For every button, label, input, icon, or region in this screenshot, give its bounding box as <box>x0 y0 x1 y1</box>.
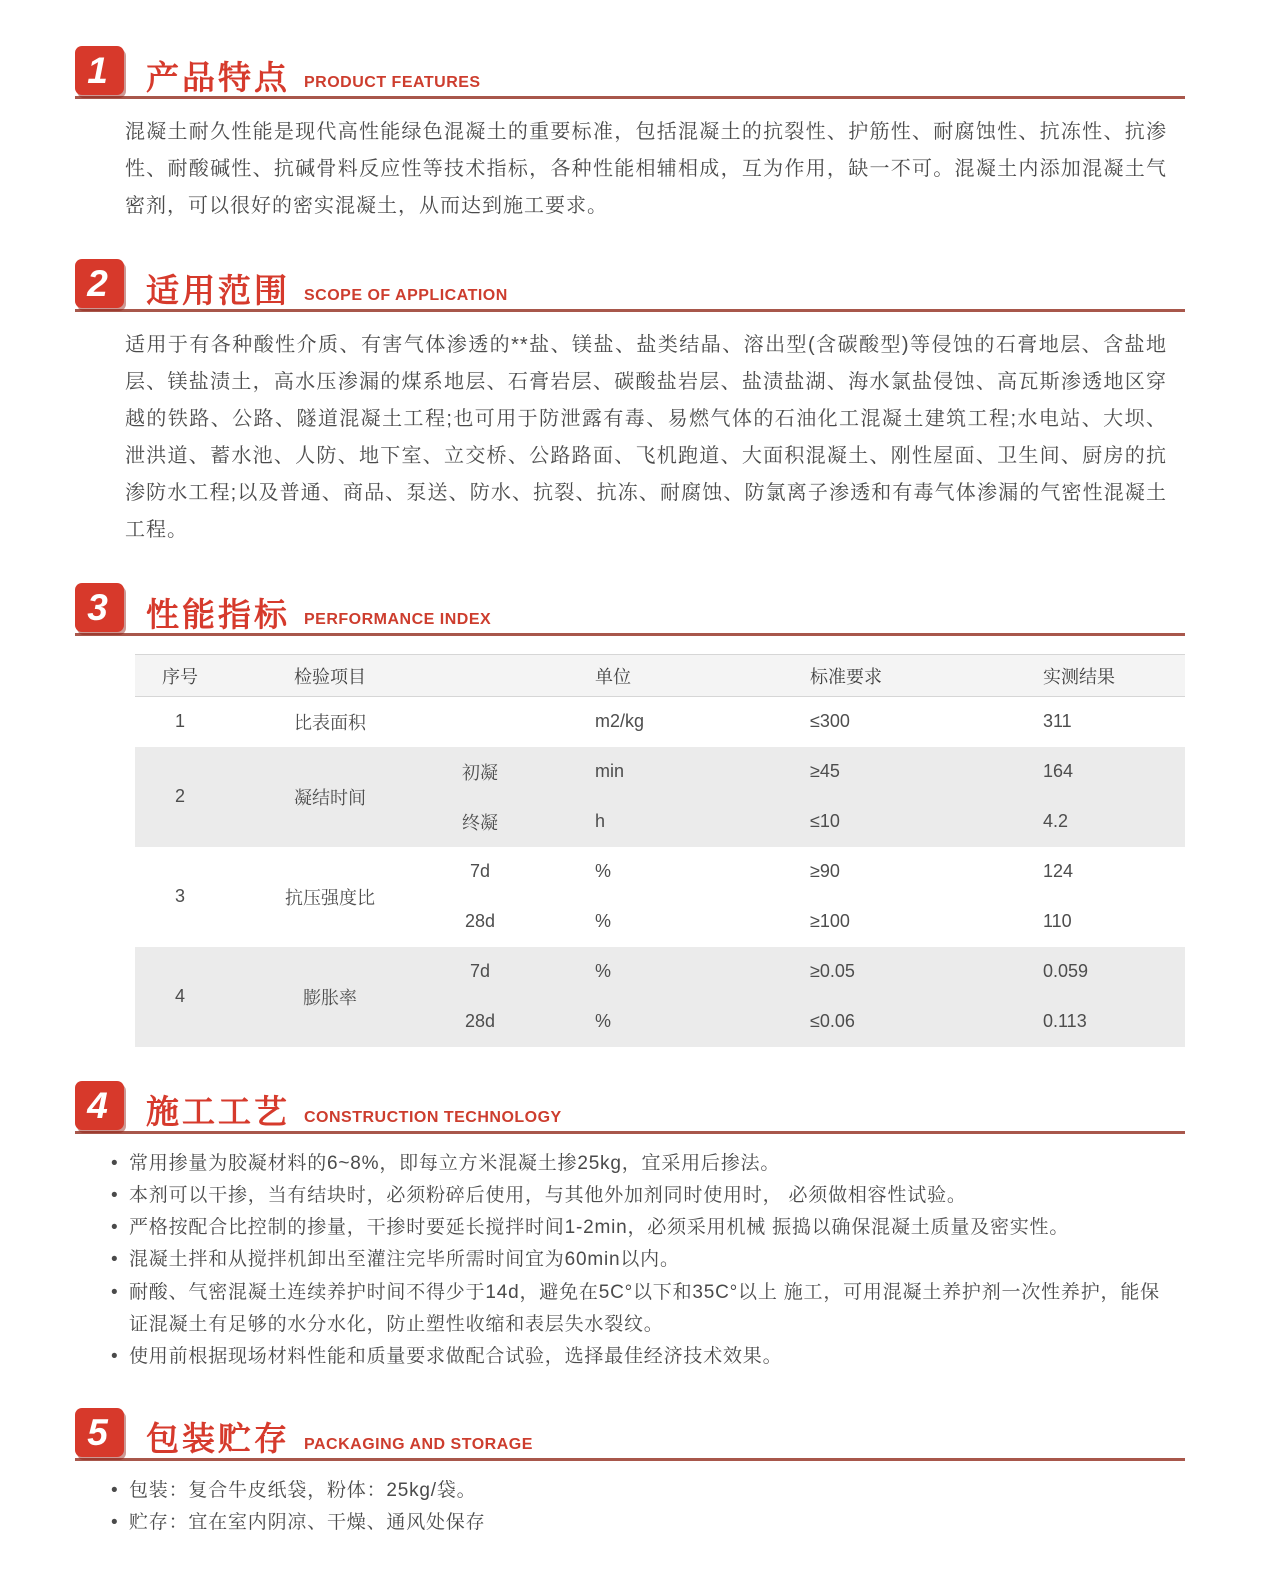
column-header-unit: 单位 <box>525 655 770 697</box>
section-2-titles <box>146 273 508 309</box>
section-1-title-en: PRODUCT FEATURES <box>304 74 481 91</box>
packaging-bullet-list <box>105 1475 1175 1540</box>
cell-subitem: 7d <box>435 947 525 997</box>
cell-unit: % <box>525 997 770 1047</box>
column-header-result: 实测结果 <box>1010 655 1185 697</box>
section-packaging-and-storage <box>75 1408 1185 1540</box>
section-4-number-badge <box>75 1081 124 1130</box>
section-2-paragraph: 适用于有各种酸性介质、有害气体渗透的**盐、镁盐、盐类结晶、溶出型(含碳酸型)等侵蚀的石膏地层、含盐地层、镁盐渍土，高水压渗漏的煤系地层、石膏岩层、碳酸盐岩层、盐渍盐湖、海水氯盐侵蚀、高瓦斯渗透地区穿越的铁路、公路、隧道混凝土工程;也可用于防泄露有毒、易燃气体的石油化工混凝土建筑工程;水电站、大坝、泄洪道、蓄水池、人防、地下室、立交桥、公路路面、飞机跑道、大面积混凝土、刚性屋面、卫生间、厨房的抗渗防水工程;以及普通、商品、泵送、防水、抗裂、抗冻、耐腐蚀、防氯离子渗透和有毒气体渗漏的气密性混凝土工程。 <box>125 334 1167 541</box>
cell-result: 0.113 <box>1010 997 1185 1047</box>
table-row <box>135 747 1185 797</box>
section-1-titles <box>146 60 481 96</box>
cell-result: 164 <box>1010 747 1185 797</box>
section-3-title-en: PERFORMANCE INDEX <box>304 611 492 628</box>
section-header-4 <box>75 1081 1185 1134</box>
construction-bullet-list <box>105 1148 1175 1374</box>
cell-item: 比表面积 <box>294 712 366 733</box>
cell-subitem: 7d <box>469 861 491 881</box>
cell-result: 0.059 <box>1010 947 1185 997</box>
section-header-3 <box>75 583 1185 636</box>
cell-unit: h <box>525 797 770 847</box>
cell-subitem: 初凝 <box>435 747 525 797</box>
section-3-title-zh: 性能指标 <box>146 595 290 633</box>
cell-subitem: 终凝 <box>435 797 525 847</box>
list-item: • 包装：复合牛皮纸袋，粉体：25kg/袋。 <box>105 1475 1175 1507</box>
cell-result: 110 <box>1043 911 1072 931</box>
section-5-number-badge <box>75 1408 124 1457</box>
column-header-requirement: 标准要求 <box>770 655 1010 697</box>
cell-requirement: ≤300 <box>810 711 850 732</box>
list-item: • 本剂可以干掺，当有结块时，必须粉碎后使用，与其他外加剂同时使用时， 必须做相容性试验。 <box>105 1180 1175 1212</box>
column-header-no: 序号 <box>135 655 225 697</box>
section-header-1 <box>75 46 1185 99</box>
list-item: • 常用掺量为胶凝材料的6~8%，即每立方米混凝土掺25kg，宜采用后掺法。 <box>105 1148 1175 1180</box>
section-header-2 <box>75 259 1185 312</box>
cell-no: 3 <box>174 886 185 906</box>
cell-requirement: ≤10 <box>770 797 1010 847</box>
performance-table <box>135 654 1185 1047</box>
section-3-number: 3 <box>87 587 108 628</box>
cell-no: 4 <box>135 947 225 1047</box>
section-3-number-badge <box>75 583 124 632</box>
cell-result: 124 <box>1043 861 1074 881</box>
column-header-item: 检验项目 <box>225 655 435 697</box>
section-1-number-badge <box>75 46 124 95</box>
list-item: • 混凝土拌和从搅拌机卸出至灌注完毕所需时间宜为60min以内。 <box>105 1244 1175 1276</box>
section-5-number: 5 <box>87 1411 108 1453</box>
section-4-title-en: CONSTRUCTION TECHNOLOGY <box>304 1108 562 1126</box>
cell-requirement: ≤0.06 <box>770 997 1010 1047</box>
cell-no: 1 <box>174 711 185 732</box>
section-4-number: 4 <box>87 1084 108 1126</box>
performance-table-wrap <box>135 654 1185 1047</box>
section-1-title-zh: 产品特点 <box>146 58 290 96</box>
cell-subitem: 28d <box>464 911 496 931</box>
section-header-5 <box>75 1408 1185 1461</box>
cell-requirement: ≥45 <box>770 747 1010 797</box>
cell-item: 抗压强度比 <box>285 887 375 908</box>
section-product-features <box>75 46 1185 225</box>
section-construction-technology <box>75 1081 1185 1374</box>
section-4-titles <box>146 1094 562 1130</box>
section-1-number: 1 <box>87 50 108 91</box>
section-3-titles <box>146 597 491 633</box>
cell-requirement: ≥100 <box>810 911 850 931</box>
section-2-number-badge <box>75 259 124 308</box>
cell-requirement: ≥90 <box>810 861 840 881</box>
cell-unit: % <box>595 861 612 881</box>
list-item: • 严格按配合比控制的掺量，干掺时要延长搅拌时间1-2min，必须采用机械 振捣以确保混凝土质量及密实性。 <box>105 1212 1175 1244</box>
section-performance-index <box>75 583 1185 1047</box>
list-item: • 耐酸、气密混凝土连续养护时间不得少于14d，避免在5C°以下和35C°以上 施工，可用混凝土养护剂一次性养护，能保证混凝土有足够的水分水化，防止塑性收缩和表层失水裂纹。 <box>105 1277 1175 1342</box>
section-4-title-zh: 施工工艺 <box>146 1093 290 1131</box>
cell-subitem <box>435 697 525 747</box>
section-2-title-zh: 适用范围 <box>146 271 290 309</box>
cell-unit: % <box>525 947 770 997</box>
section-2-title-en: SCOPE OF APPLICATION <box>304 287 508 304</box>
cell-item: 凝结时间 <box>225 747 435 847</box>
table-row <box>135 947 1185 997</box>
section-2-number: 2 <box>87 263 108 304</box>
list-item: • 使用前根据现场材料性能和质量要求做配合试验，选择最佳经济技术效果。 <box>105 1341 1175 1373</box>
cell-unit: m2/kg <box>595 711 645 732</box>
cell-result: 4.2 <box>1010 797 1185 847</box>
section-5-titles <box>146 1421 533 1457</box>
column-header-subitem <box>435 655 525 697</box>
table-row <box>135 697 1185 747</box>
cell-unit: % <box>595 911 612 931</box>
list-item: • 贮存：宜在室内阴凉、干燥、通风处保存 <box>105 1507 1175 1539</box>
section-scope-of-application <box>75 259 1185 549</box>
cell-no: 2 <box>135 747 225 847</box>
section-5-title-en: PACKAGING AND STORAGE <box>304 1435 533 1453</box>
cell-unit: min <box>525 747 770 797</box>
table-row <box>135 847 1185 897</box>
cell-result: 311 <box>1043 711 1072 732</box>
section-1-paragraph: 混凝土耐久性能是现代高性能绿色混凝土的重要标准，包括混凝土的抗裂性、护筋性、耐腐蚀性、抗冻性、抗渗性、耐酸碱性、抗碱骨料反应性等技术指标，各种性能相辅相成，互为作用，缺一不可。混凝土内添加混凝土气密剂，可以很好的密实混凝土，从而达到施工要求。 <box>125 121 1167 217</box>
section-5-title-zh: 包装贮存 <box>146 1420 290 1458</box>
table-header-row <box>135 655 1185 697</box>
cell-item: 膨胀率 <box>225 947 435 1047</box>
cell-requirement: ≥0.05 <box>770 947 1010 997</box>
cell-subitem: 28d <box>435 997 525 1047</box>
